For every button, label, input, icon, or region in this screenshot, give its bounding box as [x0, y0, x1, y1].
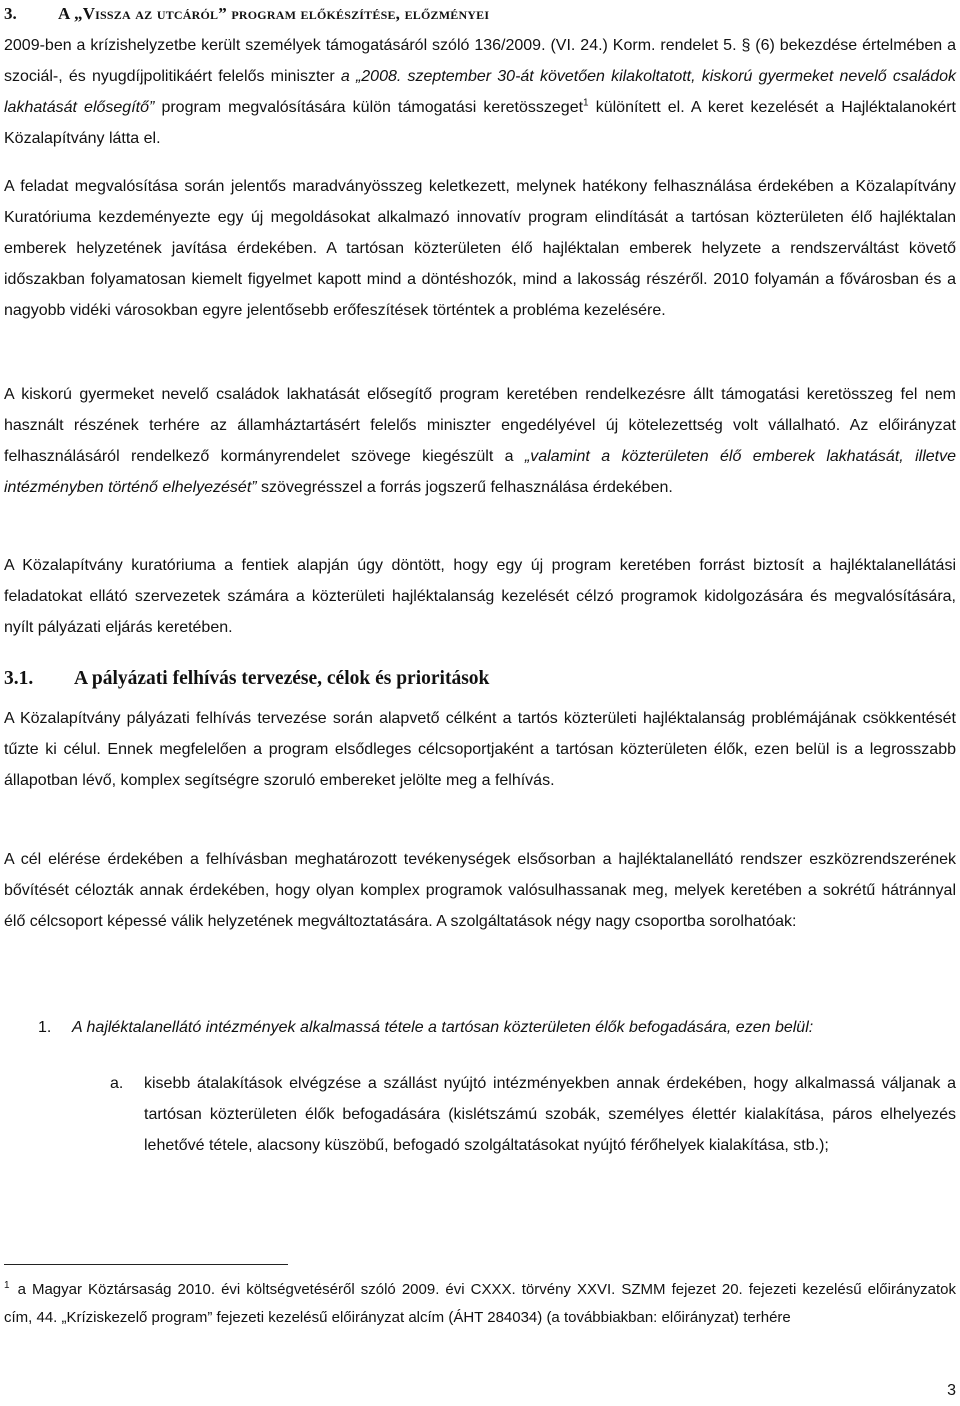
- footnote-text: a Magyar Köztársaság 2010. évi költségvetéséről szóló 2009. évi CXXX. törvény XXVI. SZMM fejezet 20. fejezeti kezelésű előirányzatok cím, 44. „Kríziskezelő program” fejezeti kezelésű előirányzat alcím (ÁHT 284034) (a továbbiakban: előirányzat) terhére: [4, 1281, 956, 1326]
- list-item-1-text: A hajléktalanellátó intézmények alkalmassá tétele a tartósan közterületen élők befogadására, ezen belül:: [72, 1019, 814, 1036]
- list-item-1a: [110, 1068, 956, 1161]
- paragraph-3: A Közalapítvány kuratóriuma a fentiek alapján úgy döntött, hogy egy új program keretében forrást biztosít a hajléktalanellátási feladatokat ellátó szervezetek számára a közterületi hajléktalanság kezelését célzó programok kidolgozására és megvalósítására, nyílt pályázati eljárás keretében.: [4, 557, 956, 636]
- footnote-marker: 1: [4, 1280, 10, 1291]
- subsection-title: A pályázati felhívás tervezése, célok és prioritások: [74, 668, 490, 689]
- paragraph-1: A feladat megvalósítása során jelentős maradványösszeg keletkezett, melynek hatékony felhasználása érdekében a Közalapítvány Kuratóriuma kezdeményezte egy új megoldásokat alkalmazó innovatív program elindítását a tartósan közterületen élő hajléktalan emberek helyzetének javítása érdekében. A tartósan közterületen élő hajléktalan emberek helyzete a rendszerváltást követő időszakban folyamatosan kiemelt figyelmet kapott mind a döntéshozók, mind a lakosság részéről. 2010 folyamán a fővárosban és a nagyobb vidéki városokban egyre jelentősebb erőfeszítések történtek a probléma kezelésére.: [4, 178, 956, 319]
- paragraph-2: [4, 379, 956, 503]
- subsection-heading: [4, 668, 489, 690]
- intro-italic-title: a „2008. szeptember 30-át követően kilakoltatott, kiskorú gyermeket nevelő családok lakhatását elősegítő”: [4, 68, 956, 116]
- list-item-1a-text: kisebb átalakítások elvégzése a szállást nyújtó intézményekben annak érdekében, hogy alkalmassá váljanak a tartósan közterületen élők befogadására (kislétszámú szobák, személyes élettér kialakítása, páros elhelyezés lehetővé tétele, alacsony küszöbű, befogadó szolgáltatásokat nyújtó férőhelyek kialakítása, stb.);: [144, 1075, 956, 1154]
- footnote-separator: [4, 1264, 288, 1265]
- paragraph-2-text-1: A kiskorú gyermeket nevelő családok lakhatását elősegítő program keretében rendelkezésre állt támogatási keretösszeg fel nem használt részének terhére az államháztartásért felelős miniszter engedélyével új kötelezettség volt vállalható. Az előirányzat felhasználásáról rendelkező kormányrendelet szövege kiegészült a: [4, 386, 956, 465]
- section-number: 3.: [4, 4, 17, 23]
- subsection-paragraph-1: A Közalapítvány pályázati felhívás tervezése során alapvető célként a tartós közterületi hajléktalanság problémájának csökkentését tűzte ki célul. Ennek megfelelően a program elsődleges célcsoportjaként a tartósan közterületen élők, ezen belül is a legrosszabb állapotban lévő, komplex segítségre szoruló embereket jelölte meg a felhívás.: [4, 710, 956, 789]
- list-marker-1a: a.: [110, 1075, 124, 1092]
- paragraph-2-text-2: szövegrésszel a forrás jogszerű felhasználása érdekében.: [256, 479, 673, 496]
- list-marker-1: 1.: [38, 1019, 52, 1036]
- subsection-number: 3.1.: [4, 668, 34, 689]
- subsection-paragraph-2: A cél elérése érdekében a felhívásban meghatározott tevékenységek elsősorban a hajléktalanellátó rendszer eszközrendszerének bővítését célozták annak érdekében, hogy olyan komplex programok valósulhassanak meg, melyek keretében a sokrétű hátránnyal élő célcsoport képessé válik helyzetének megváltoztatására. A szolgáltatások négy nagy csoportba sorolhatóak:: [4, 851, 956, 930]
- section-title: A „Vissza az utcáról” program előkészítése, előzményei: [58, 4, 490, 23]
- intro-paragraph: [4, 30, 956, 154]
- intro-text-3: különített el. A keret kezelését a Hajléktalanokért Közalapítvány látta el.: [4, 99, 956, 147]
- section-heading: [4, 4, 489, 24]
- intro-text-1: 2009-ben a krízishelyzetbe került személyek támogatásáról szóló 136/2009. (VI. 24.) Korm. rendelet 5. § (6) bekezdése értelmében a szociál-, és nyugdíjpolitikáért felelős miniszter: [4, 37, 956, 85]
- page-number: 3: [947, 1382, 956, 1399]
- paragraph-2-italic: „valamint a közterületen élő emberek lakhatását, illetve intézményben történő elhelyezését”: [4, 448, 956, 496]
- footnote-reference[interactable]: 1: [583, 97, 589, 109]
- list-item-1: [38, 1012, 956, 1043]
- footnote: [4, 1276, 956, 1332]
- intro-text-2: program megvalósítására külön támogatási keretösszeget: [154, 99, 584, 116]
